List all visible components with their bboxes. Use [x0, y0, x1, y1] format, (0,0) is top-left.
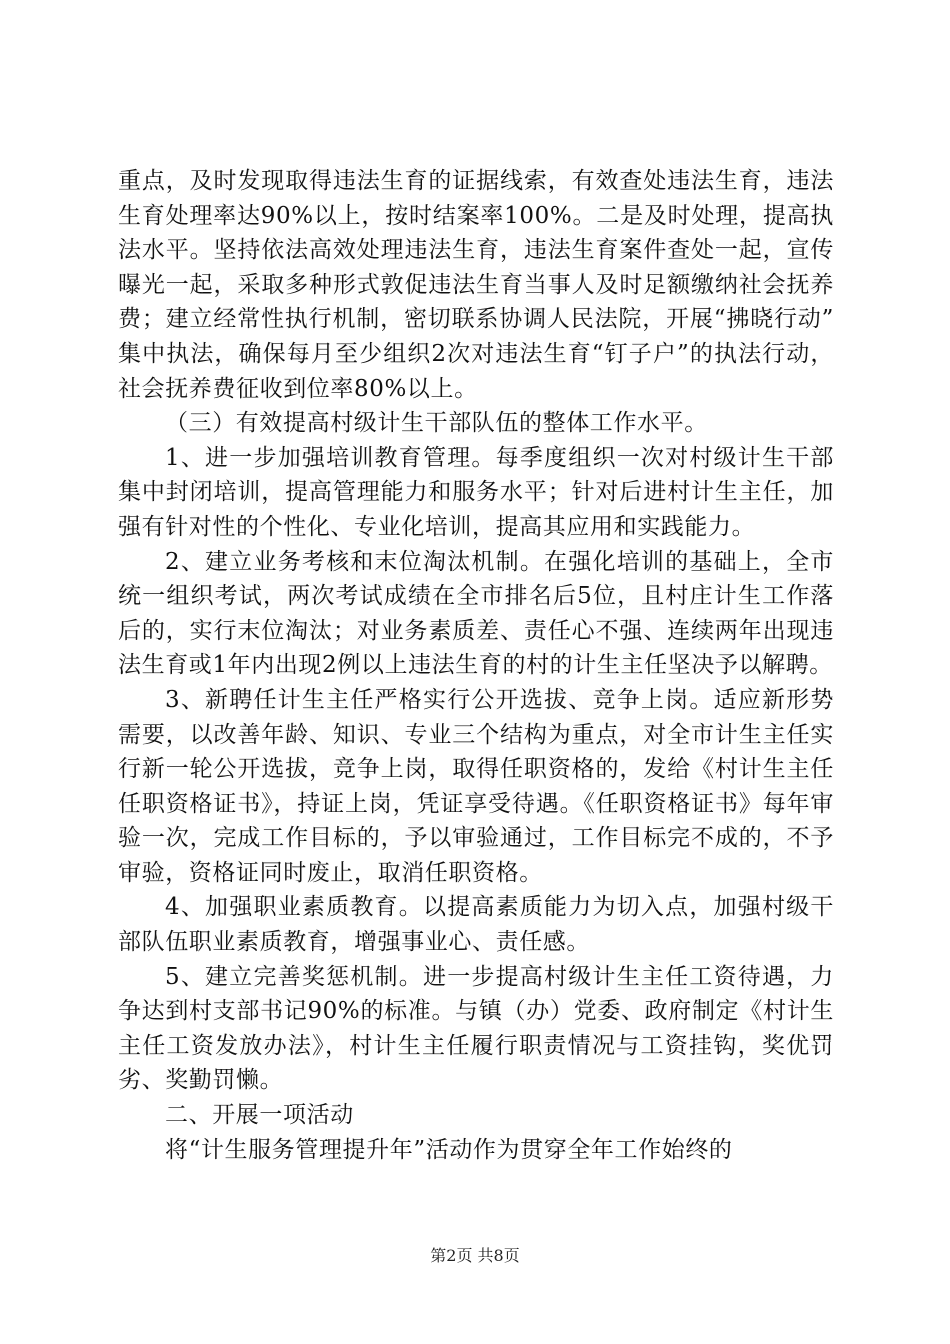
section-heading-3: （三）有效提高村级计生干部队伍的整体工作水平。 — [165, 410, 708, 437]
paragraph-1: 重点，及时发现取得违法生育的证据线索，有效查处违法生育，违法生育处理率达90%以上，按时结案率100%。二是及时处理，提高执法水平。坚持依法高效处理违法生育，违法生育案件查处一起，宣传曝光一起，采取多种形式敦促违法生育当事人及时足额缴纳社会抚养费；建立经常性执行机制，密切联系协调人民法院，开展“拂晓行动”集中执法，确保每月至少组织2次对违法生育“钉子户”的执法行动，社会抚养费征收到位率80%以上。 — [118, 168, 834, 402]
paragraph-item-3: 3、新聘任计生主任严格实行公开选拔、竞争上岗。适应新形势需要，以改善年龄、知识、专业三个结构为重点，对全市计生主任实行新一轮公开选拔，竞争上岗，取得任职资格的，发给《村计生主任任职资格证书》，持证上岗，凭证享受待遇。《任职资格证书》每年审验一次，完成工作目标的，予以审验通过，工作目标完不成的，不予审验，资格证同时废止，取消任职资格。 — [118, 686, 834, 886]
paragraph-item-5: 5、建立完善奖惩机制。进一步提高村级计生主任工资待遇，力争达到村支部书记90%的标准。与镇（办）党委、政府制定《村计生主任工资发放办法》，村计生主任履行职责情况与工资挂钩，奖优罚劣、奖勤罚懒。 — [118, 963, 834, 1094]
paragraph-activity: 将“计生服务管理提升年”活动作为贯穿全年工作始终的 — [165, 1136, 733, 1163]
paragraph-item-1: 1、进一步加强培训教育管理。每季度组织一次对村级计生干部集中封闭培训，提高管理能力和服务水平；针对后进村计生主任，加强有针对性的个性化、专业化培训，提高其应用和实践能力。 — [118, 444, 834, 540]
page-number-footer: 第2页 共8页 — [430, 1246, 520, 1265]
section-heading-activity: 二、开展一项活动 — [165, 1102, 354, 1129]
paragraph-item-2: 2、建立业务考核和末位淘汰机制。在强化培训的基础上，全市统一组织考试，两次考试成绩在全市排名后5位，且村庄计生工作落后的，实行末位淘汰；对业务素质差、责任心不强、连续两年出现违法生育或1年内出现2例以上违法生育的村的计生主任坚决予以解聘。 — [118, 548, 834, 679]
paragraph-item-4: 4、加强职业素质教育。以提高素质能力为切入点，加强村级干部队伍职业素质教育，增强事业心、责任感。 — [118, 894, 834, 956]
document-body — [118, 164, 834, 1167]
